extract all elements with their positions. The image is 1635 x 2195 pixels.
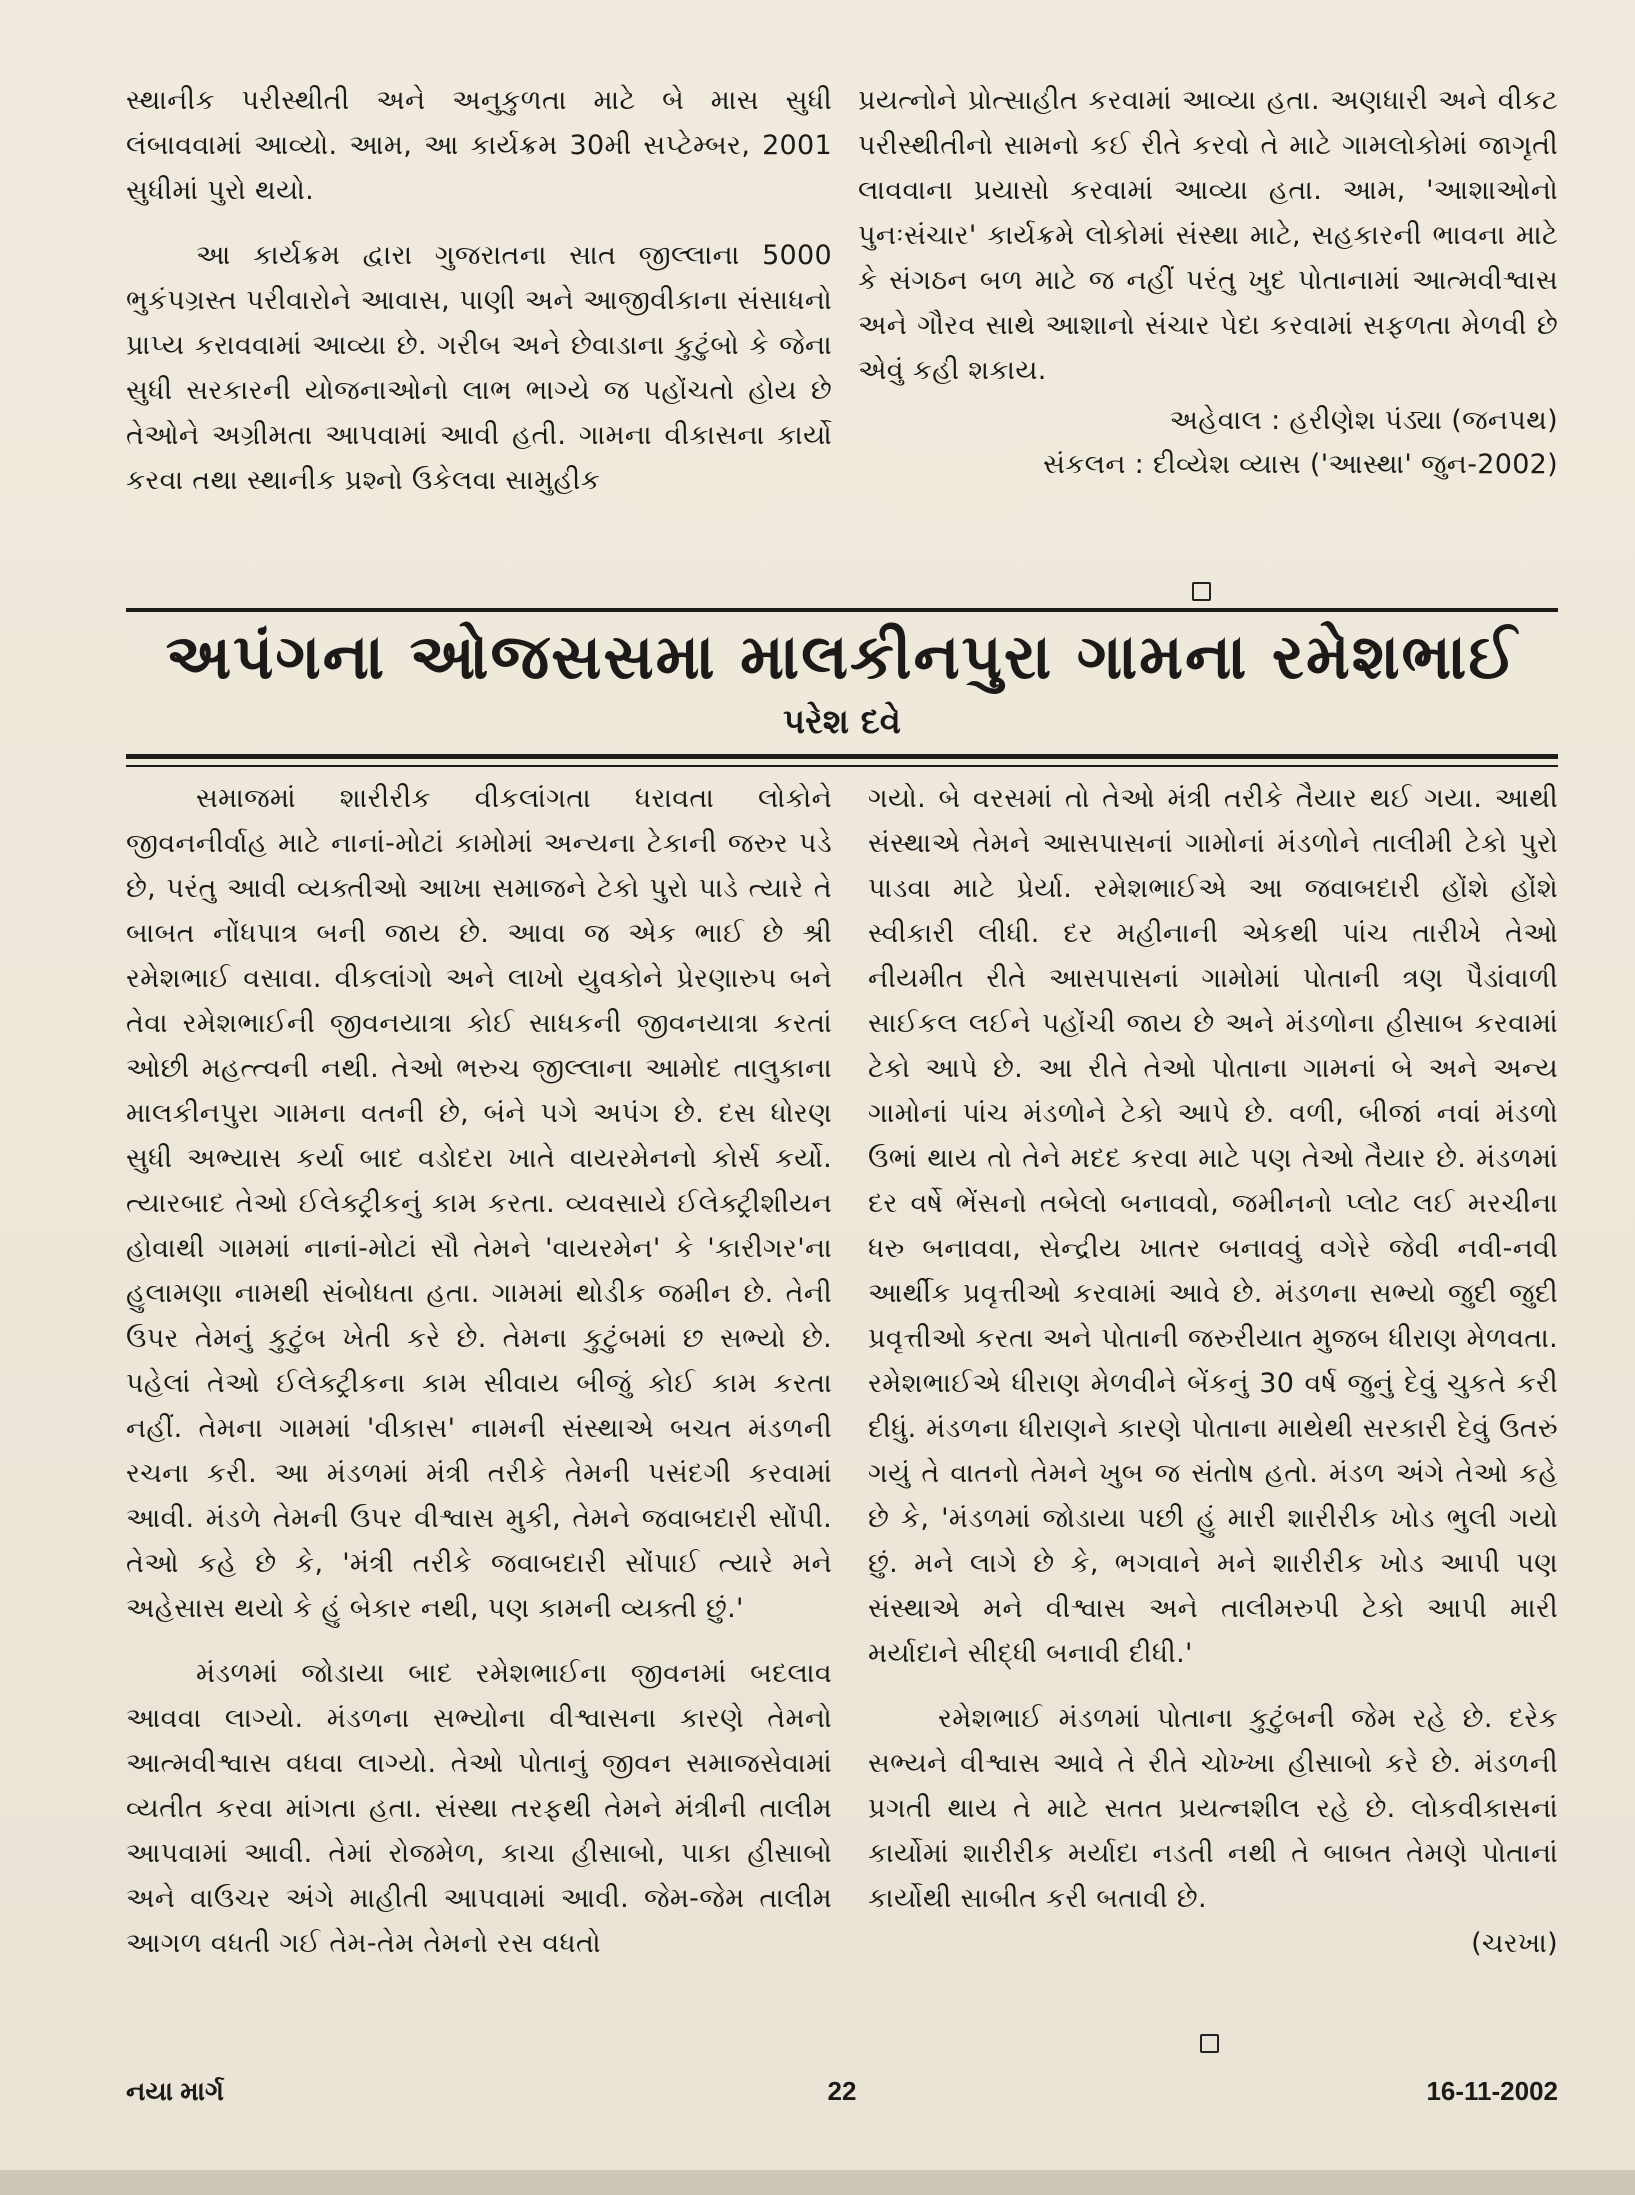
compiled-credit: સંકલન : દીવ્યેશ વ્યાસ ('આસ્થા' જુન-2002) — [1043, 449, 1558, 480]
end-mark-icon — [1192, 582, 1211, 601]
divider — [126, 754, 1558, 759]
bottom-left-column — [126, 776, 832, 1966]
scan-edge — [0, 2170, 1635, 2195]
divider — [126, 765, 1558, 767]
page-number: 22 — [827, 2076, 857, 2106]
credits — [858, 399, 1558, 487]
page-footer — [126, 2076, 1558, 2116]
top-left-column — [126, 78, 832, 503]
paragraph: સમાજમાં શારીરીક વીકલાંગતા ધરાવતા લોકોને જીવનનીર્વાહ માટે નાનાં-મોટાં કામોમાં અન્યના ટેકાની જરુર પડે છે, પરંતુ આવી વ્યક્તીઓ આખા સમાજને ટેકો પુરો પાડે ત્યારે તે બાબત નોંધપાત્ર બની જાય છે. આવા જ એક ભાઈ છે શ્રી રમેશભાઈ વસાવા. વીકલાંગો અને લાખો યુવકોને પ્રેરણારુપ બને તેવા રમેશભાઈની જીવનયાત્રા કોઈ સાધકની જીવનયાત્રા કરતાં ઓછી મહત્ત્વની નથી. તેઓ ભરુચ જીલ્લાના આમોદ તાલુકાના માલકીનપુરા ગામના વતની છે, બંને પગે અપંગ છે. દસ ધોરણ સુધી અભ્યાસ કર્યા બાદ વડોદરા ખાતે વાયરમેનનો કોર્સ કર્યો. ત્યારબાદ તેઓ ઈલેક્ટ્રીકનું કામ કરતા. વ્યવસાયે ઈલેક્ટ્રીશીયન હોવાથી ગામમાં નાનાં-મોટાં સૌ તેમને 'વાયરમેન' કે 'કારીગર'ના હુલામણા નામથી સંબોધતા હતા. ગામમાં થોડીક જમીન છે. તેની ઉપર તેમનું કુટુંબ ખેતી કરે છે. તેમના કુટુંબમાં છ સભ્યો છે. પહેલાં તેઓ ઈલેક્ટ્રીકના કામ સીવાય બીજું કોઈ કામ કરતા નહીં. તેમના ગામમાં 'વીકાસ' નામની સંસ્થાએ બચત મંડળની રચના કરી. આ મંડળમાં મંત્રી તરીકે તેમની પસંદગી કરવામાં આવી. મંડળે તેમની ઉપર વીશ્વાસ મુકી, તેમને જવાબદારી સોંપી. તેઓ કહે છે કે, 'મંત્રી તરીકે જવાબદારી સોંપાઈ ત્યારે મને અહેસાસ થયો કે હું બેકાર નથી, પણ કામની વ્યક્તી છું.' — [126, 783, 832, 1624]
divider — [126, 608, 1558, 612]
report-credit: અહેવાલ : હરીણેશ પંડ્યા (જનપથ) — [1169, 405, 1558, 436]
top-right-column — [858, 78, 1558, 487]
article-title: અપંગના ઓજસસમા માલકીનપુરા ગામના રમેશભાઈ — [165, 620, 1519, 693]
article-author: પરેશ દવે — [783, 702, 901, 742]
paragraph: આ કાર્યક્રમ દ્વારા ગુજરાતના સાત જીલ્લાના 5000 ભુકંપગ્રસ્ત પરીવારોને આવાસ, પાણી અને આજીવીકાના સંસાધનો પ્રાપ્ય કરાવવામાં આવ્યા છે. ગરીબ અને છેવાડાના કુટુંબો કે જેના સુધી સરકારની યોજનાઓનો લાભ ભાગ્યે જ પહોંચતો હોય છે તેઓને અગ્રીમતા આપવામાં આવી હતી. ગામના વીકાસના કાર્યો કરવા તથા સ્થાનીક પ્રશ્નો ઉકેલવા સામુહીક — [126, 240, 832, 496]
paragraph: મંડળમાં જોડાયા બાદ રમેશભાઈના જીવનમાં બદલાવ આવવા લાગ્યો. મંડળના સભ્યોના વીશ્વાસના કારણે તેમનો આત્મવીશ્વાસ વધવા લાગ્યો. તેઓ પોતાનું જીવન સમાજસેવામાં વ્યતીત કરવા માંગતા હતા. સંસ્થા તરફથી તેમને મંત્રીની તાલીમ આપવામાં આવી. તેમાં રોજમેળ, કાચા હીસાબો, પાકા હીસાબો અને વાઉચર અંગે માહીતી આપવામાં આવી. જેમ-જેમ તાલીમ આગળ વધતી ગઈ તેમ-તેમ તેમનો રસ વધતો — [126, 1658, 832, 1959]
paragraph: પ્રયત્નોને પ્રોત્સાહીત કરવામાં આવ્યા હતા. અણધારી અને વીકટ પરીસ્થીતીનો સામનો કઈ રીતે કરવો તે માટે ગામલોકોમાં જાગૃતી લાવવાના પ્રયાસો કરવામાં આવ્યા હતા. આમ, 'આશાઓનો પુનઃસંચાર' કાર્યક્રમે લોકોમાં સંસ્થા માટે, સહકારની ભાવના માટે કે સંગઠન બળ માટે જ નહીં પરંતુ ખુદ પોતાનામાં આત્મવીશ્વાસ અને ગૌરવ સાથે આશાનો સંચાર પેદા કરવામાં સફળતા મેળવી છે એવું કહી શકાય. — [858, 85, 1558, 386]
bottom-right-column — [868, 776, 1558, 1966]
magazine-name: નયા માર્ગ — [126, 2076, 224, 2106]
paragraph: સ્થાનીક પરીસ્થીતી અને અનુકુળતા માટે બે માસ સુધી લંબાવવામાં આવ્યો. આમ, આ કાર્યક્રમ 30મી સપ્ટેમ્બર, 2001 સુધીમાં પુરો થયો. — [126, 85, 832, 206]
end-mark-icon — [1200, 2034, 1219, 2053]
source-credit: (ચરખા) — [1471, 1928, 1558, 1959]
issue-date: 16-11-2002 — [1426, 2076, 1558, 2106]
paragraph: રમેશભાઈ મંડળમાં પોતાના કુટુંબની જેમ રહે છે. દરેક સભ્યને વીશ્વાસ આવે તે રીતે ચોખ્ખા હીસાબો કરે છે. મંડળની પ્રગતી થાય તે માટે સતત પ્રયત્નશીલ રહે છે. લોકવીકાસનાં કાર્યોમાં શારીરીક મર્યાદા નડતી નથી તે બાબત તેમણે પોતાનાં કાર્યોથી સાબીત કરી બતાવી છે. — [868, 1703, 1558, 1914]
paragraph: ગયો. બે વરસમાં તો તેઓ મંત્રી તરીકે તૈયાર થઈ ગયા. આથી સંસ્થાએ તેમને આસપાસનાં ગામોનાં મંડળોને તાલીમી ટેકો પુરો પાડવા માટે પ્રેર્યા. રમેશભાઈએ આ જવાબદારી હોંશે હોંશે સ્વીકારી લીધી. દર મહીનાની એકથી પાંચ તારીખે તેઓ નીયમીત રીતે આસપાસનાં ગામોમાં પોતાની ત્રણ પૈડાંવાળી સાઈકલ લઈને પહોંચી જાય છે અને મંડળોના હીસાબ કરવામાં ટેકો આપે છે. આ રીતે તેઓ પોતાના ગામનાં બે અને અન્ય ગામોનાં પાંચ મંડળોને ટેકો આપે છે. વળી, બીજાં નવાં મંડળો ઉભાં થાય તો તેને મદદ કરવા માટે પણ તેઓ તૈયાર છે. મંડળમાં દર વર્ષે ભેંસનો તબેલો બનાવવો, જમીનનો પ્લોટ લઈ મરચીના ધરુ બનાવવા, સેન્દ્રીય ખાતર બનાવવું વગેરે જેવી નવી-નવી આર્થીક પ્રવૃત્તીઓ કરવામાં આવે છે. મંડળના સભ્યો જુદી જુદી પ્રવૃત્તીઓ કરતા અને પોતાની જરુરીયાત મુજબ ધીરાણ મેળવતા. રમેશભાઈએ ધીરાણ મેળવીને બેંકનું 30 વર્ષ જુનું દેવું ચુકતે કરી દીધું. મંડળના ધીરાણને કારણે પોતાના માથેથી સરકારી દેવું ઉતરું ગયું તે વાતનો તેમને ખુબ જ સંતોષ હતો. મંડળ અંગે તેઓ કહે છે કે, 'મંડળમાં જોડાયા પછી હું મારી શારીરીક ખોડ ભુલી ગયો છું. મને લાગે છે કે, ભગવાને મને શારીરીક ખોડ આપી પણ સંસ્થાએ મને વીશ્વાસ અને તાલીમરુપી ટેકો આપી મારી મર્યાદાને સીદ્ધી બનાવી દીધી.' — [868, 783, 1558, 1669]
